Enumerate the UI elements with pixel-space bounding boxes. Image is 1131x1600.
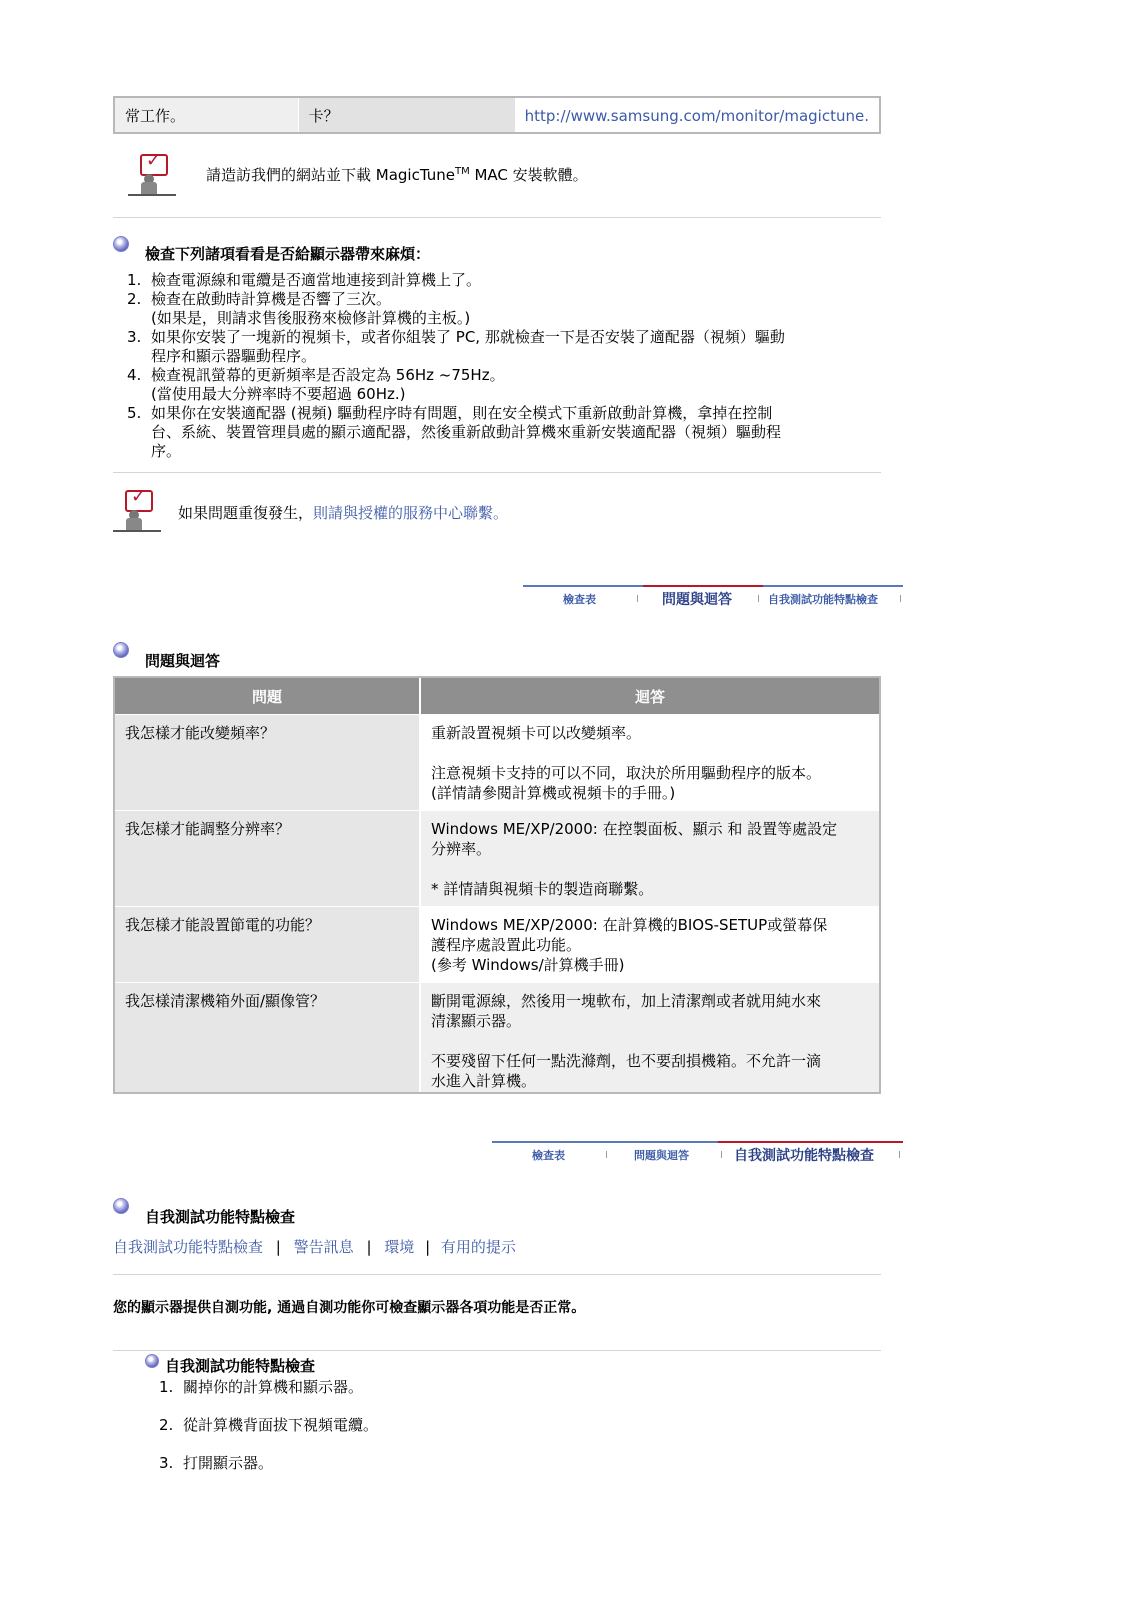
check-section-title: 檢查下列諸項看看是否給顯示器帶來麻煩：: [145, 245, 431, 263]
list-item: 2. 檢查在啟動時計算機是否響了三次。 (如果是，則請求售後服務來檢修計算機的主板。): [127, 290, 471, 327]
table-row: 我怎樣才能調整分辨率？ Windows ME/XP/2000: 在控製面板、顯示 和 設置等處設定 分辨率。 * 詳情請與視頻卡的製造商聯繫。: [115, 810, 879, 906]
note-text-before: 請造訪我們的網站並下載 MagicTune: [206, 166, 455, 184]
section-bullet-icon: [113, 1198, 129, 1214]
list-item: 3. 如果你安裝了一塊新的視頻卡，或者你組裝了 PC, 那就檢查一下是否安裝了適配器（視頻）驅動 程序和顯示器驅動程序。: [127, 328, 785, 365]
list-item: 1. 檢查電源線和電纜是否適當地連接到計算機上了。: [127, 271, 482, 289]
service-center-link[interactable]: 則請與授權的服務中心聯繫。: [313, 504, 509, 522]
top-table-row: [113, 96, 881, 134]
tab-selftest[interactable]: 自我測試功能特點檢查: [768, 593, 878, 606]
header-answer: 迴答: [634, 687, 665, 706]
table-row: 我怎樣才能設置節電的功能？ Windows ME/XP/2000: 在計算機的BIOS-SETUP或螢幕保 護程序處設置此功能。 (參考 Windows/計算機手冊): [115, 906, 879, 982]
faq-table: [113, 676, 881, 1094]
section-bullet-icon: [145, 1354, 159, 1368]
tab-checklist[interactable]: 檢查表: [563, 593, 596, 606]
magictune-note: [206, 164, 588, 185]
table-row: 我怎樣才能改變頻率？ 重新設置視頻卡可以改變頻率。 注意視頻卡支持的可以不同，取決於所用驅動程序的版本。 (詳情請參閱計算機或視頻卡的手冊。): [115, 714, 879, 810]
link-useful-tips[interactable]: 有用的提示: [440, 1238, 516, 1256]
section-bullet-icon: [113, 642, 129, 658]
list-item: 3. 打開顯示器。: [159, 1454, 274, 1472]
tab-checklist[interactable]: 檢查表: [532, 1149, 565, 1162]
section-tab-bar: 檢查表 I 問題與迴答 I 自我測試功能特點檢查 I: [492, 1141, 903, 1169]
service-note: [178, 502, 508, 523]
tm-mark: TM: [454, 166, 470, 177]
magictune-link[interactable]: http://www.samsung.com/monitor/magictune.: [515, 98, 879, 132]
header-question: 問題: [115, 678, 421, 714]
selftest-intro: 您的顯示器提供自測功能, 通過自測功能你可檢查顯示器各項功能是否正常。: [113, 1300, 586, 1316]
note-text-after: MAC 安裝軟體。: [469, 166, 588, 184]
divider: [113, 472, 881, 473]
selftest-steps: [145, 1378, 745, 1473]
link-environment[interactable]: 環境: [384, 1238, 415, 1256]
top-cell-1: 常工作。: [115, 98, 298, 132]
list-item: 2. 從計算機背面拔下視頻電纜。: [159, 1416, 379, 1434]
link-selftest[interactable]: 自我測試功能特點檢查: [113, 1238, 264, 1256]
tab-qa[interactable]: 問題與迴答: [634, 1149, 689, 1162]
list-item: 5. 如果你在安裝適配器 (視頻) 驅動程序時有問題，則在安全模式下重新啟動計算機，拿掉在控制 台、系統、裝置管理員處的顯示適配器，然後重新啟動計算機來重新安裝適配器（視頻）驅動程 序。: [127, 404, 782, 460]
list-item: 4. 檢查視訊螢幕的更新頻率是否設定為 56Hz ~75Hz。 (當使用最大分辨率時不要超過 60Hz.): [127, 366, 505, 403]
selftest-sub-title: 自我測試功能特點檢查: [165, 1357, 316, 1375]
check-list: [113, 271, 873, 461]
faq-header: [115, 678, 879, 714]
top-cell-2: 卡？: [298, 98, 515, 132]
table-row: 我怎樣清潔機箱外面/顯像管？ 斷開電源線，然後用一塊軟布，加上清潔劑或者就用純水來 清潔顯示器。 不要殘留下任何一點洗滌劑，也不要刮損機箱。不允許一滴 水進入計算機。: [115, 982, 879, 1092]
note-check-icon: ✓: [113, 490, 161, 532]
selftest-nav: 自我測試功能特點檢查 | 警告訊息 | 環境 | 有用的提示: [113, 1238, 516, 1256]
list-item: 1. 關掉你的計算機和顯示器。: [159, 1378, 364, 1396]
note-check-icon: ✓: [128, 154, 176, 196]
divider: [113, 1350, 881, 1351]
divider: [113, 1274, 881, 1275]
link-warnings[interactable]: 警告訊息: [293, 1238, 354, 1256]
divider: [113, 217, 881, 218]
service-note-text: 如果問題重復發生，: [178, 504, 314, 522]
tab-selftest[interactable]: 自我測試功能特點檢查: [734, 1148, 874, 1164]
tab-qa[interactable]: 問題與迴答: [662, 592, 732, 608]
section-bullet-icon: [113, 236, 129, 252]
section-tab-bar: 檢查表 I 問題與迴答 I 自我測試功能特點檢查 I: [523, 585, 903, 613]
faq-section-title: 問題與迴答: [145, 652, 221, 670]
selftest-section-title: 自我測試功能特點檢查: [145, 1208, 296, 1226]
